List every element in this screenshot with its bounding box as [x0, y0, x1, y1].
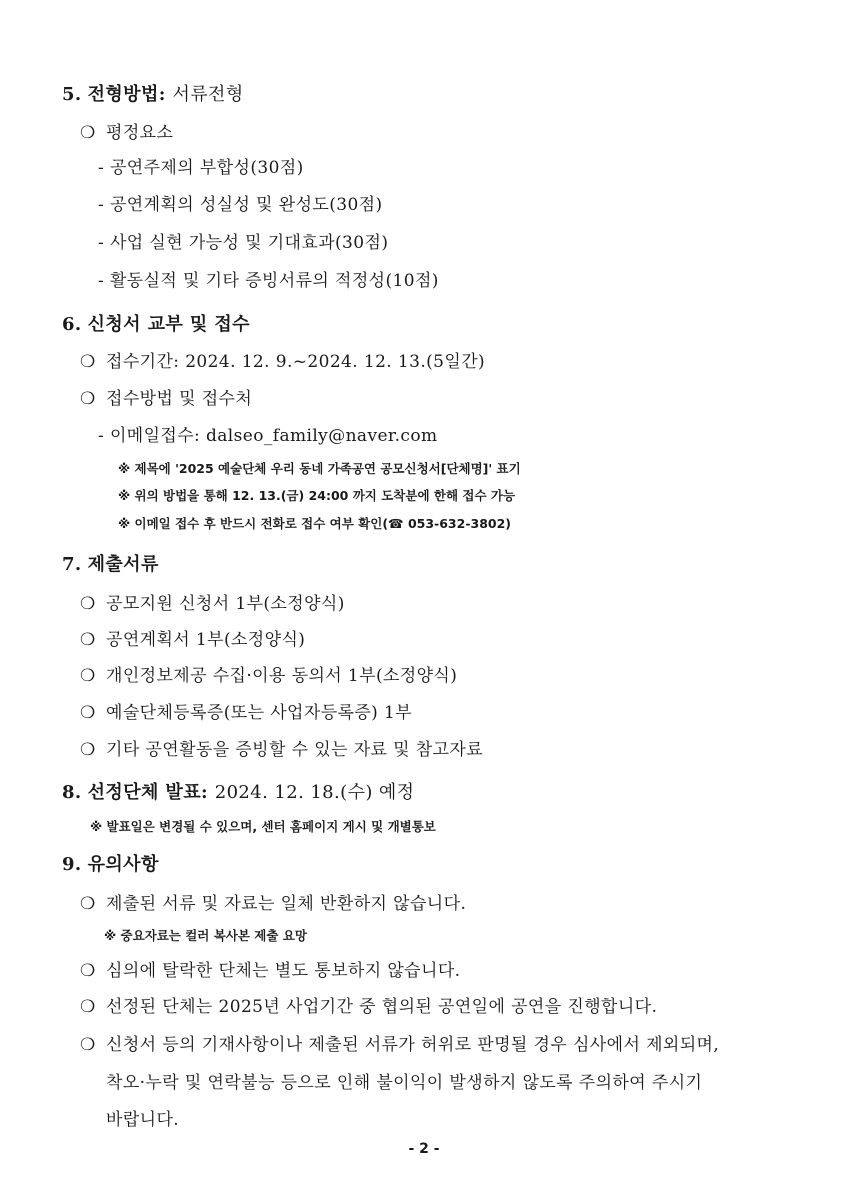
section-number: 6. — [62, 314, 82, 335]
section-value: 2024. 12. 18.(수) 예정 — [214, 782, 415, 803]
section-title: 선정단체 발표: — [87, 782, 209, 803]
section-value: 서류전형 — [172, 84, 244, 105]
section-title: 전형방법: — [87, 84, 166, 105]
bullet-text: 개인정보제공 수집·이용 동의서 1부(소정양식) — [106, 666, 458, 686]
bullet-text: 공모지원 신청서 1부(소정양식) — [106, 594, 345, 614]
page-number: - 2 - — [408, 1141, 440, 1157]
dash-item: - 공연주제의 부합성(30점) — [98, 158, 304, 178]
bullet-item — [80, 1030, 719, 1055]
section-9-heading — [62, 850, 159, 876]
section-5-heading — [62, 80, 244, 106]
bullet-icon: ❍ — [80, 997, 96, 1017]
bullet-icon: ❍ — [80, 123, 96, 143]
bullet-icon: ❍ — [80, 703, 96, 723]
bullet-text: 공연계획서 1부(소정양식) — [106, 630, 306, 650]
bullet-icon: ❍ — [80, 352, 96, 372]
bullet-text: 심의에 탈락한 단체는 별도 통보하지 않습니다. — [106, 961, 461, 981]
bullet-item — [80, 118, 173, 143]
bullet-item — [80, 698, 412, 723]
bullet-item — [80, 384, 252, 409]
bullet-icon: ❍ — [80, 630, 96, 650]
bullet-continuation: 바랍니다. — [106, 1110, 180, 1130]
note: ※ 제목에 '2025 예술단체 우리 동네 가족공연 공모신청서[단체명]' 표기 — [118, 461, 521, 476]
bullet-icon: ❍ — [80, 961, 96, 981]
bullet-icon: ❍ — [80, 389, 96, 409]
section-title: 제출서류 — [87, 554, 159, 575]
note: ※ 이메일 접수 후 반드시 전화로 접수 여부 확인(☎ 053-632-3802) — [118, 516, 512, 531]
bullet-icon: ❍ — [80, 666, 96, 686]
section-8-heading — [62, 778, 414, 804]
dash-item: - 활동실적 및 기타 증빙서류의 적정성(10점) — [98, 271, 439, 291]
bullet-text: 접수기간: 2024. 12. 9.~2024. 12. 13.(5일간) — [106, 352, 486, 372]
section-number: 9. — [62, 854, 82, 875]
bullet-item — [80, 625, 305, 650]
bullet-item — [80, 661, 457, 686]
bullet-text: 기타 공연활동을 증빙할 수 있는 자료 및 참고자료 — [106, 740, 484, 760]
bullet-text: 선정된 단체는 2025년 사업기간 중 협의된 공연일에 공연을 진행합니다. — [106, 997, 658, 1017]
email-item: - 이메일접수: dalseo_family@naver.com — [98, 426, 438, 446]
section-7-heading — [62, 550, 159, 576]
bullet-icon: ❍ — [80, 594, 96, 614]
dash-item: - 공연계획의 성실성 및 완성도(30점) — [98, 195, 383, 215]
section-number: 8. — [62, 782, 82, 803]
bullet-icon: ❍ — [80, 1035, 96, 1055]
bullet-icon: ❍ — [80, 740, 96, 760]
bullet-item — [80, 889, 466, 914]
section-title: 신청서 교부 및 접수 — [87, 314, 250, 335]
bullet-item — [80, 735, 483, 760]
bullet-item — [80, 956, 460, 981]
section-6-heading — [62, 310, 250, 336]
bullet-text: 제출된 서류 및 자료는 일체 반환하지 않습니다. — [106, 894, 467, 914]
bullet-text: 평정요소 — [106, 123, 174, 143]
section-number: 5. — [62, 84, 82, 105]
section-number: 7. — [62, 554, 82, 575]
bullet-text: 접수방법 및 접수처 — [106, 389, 253, 409]
note: ※ 위의 방법을 통해 12. 13.(금) 24:00 까지 도착분에 한해 접수 가능 — [118, 488, 516, 503]
bullet-text: 신청서 등의 기재사항이나 제출된 서류가 허위로 판명될 경우 심사에서 제외되며, — [106, 1035, 720, 1055]
bullet-item — [80, 347, 485, 372]
note: ※ 발표일은 변경될 수 있으며, 센터 홈페이지 게시 및 개별통보 — [90, 819, 436, 834]
section-title: 유의사항 — [87, 854, 159, 875]
bullet-icon: ❍ — [80, 894, 96, 914]
bullet-item — [80, 589, 345, 614]
bullet-item — [80, 992, 657, 1017]
note: ※ 중요자료는 컬러 복사본 제출 요망 — [104, 928, 307, 943]
bullet-text: 예술단체등록증(또는 사업자등록증) 1부 — [106, 703, 413, 723]
bullet-continuation: 착오·누락 및 연락불능 등으로 인해 불이익이 발생하지 않도록 주의하여 주시기 — [106, 1073, 703, 1093]
dash-item: - 사업 실현 가능성 및 기대효과(30점) — [98, 233, 389, 253]
